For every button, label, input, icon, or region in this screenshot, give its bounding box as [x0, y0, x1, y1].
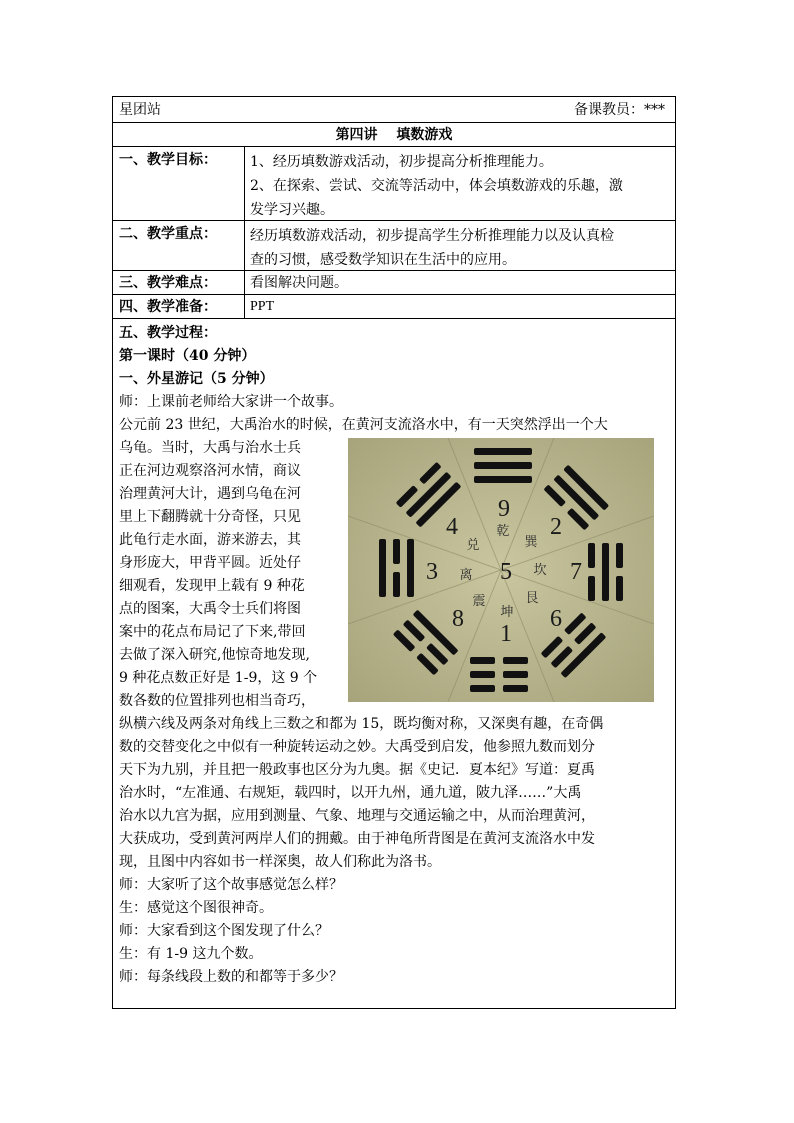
number-bottom-left: 8 [452, 606, 464, 632]
trigram-name-gen: 艮 [525, 591, 539, 606]
lesson-plan-sheet [112, 96, 676, 1009]
story-line: 治水时，“左准通、右规矩，载四时，以开九州，通九道，陂九泽……”大禹 [119, 785, 582, 801]
story-line: 里上下翻腾就十分奇怪，只见 [119, 509, 301, 525]
story-line: 9 种花点数正好是 1-9，这 9 个 [119, 670, 318, 686]
story-line: 乌龟。当时，大禹与治水士兵 [119, 440, 301, 456]
luoshu-bagua-figure [348, 438, 654, 702]
story-line: 公元前 23 世纪，大禹治水的时候，在黄河支流洛水中，有一天突然浮出一个大 [119, 417, 608, 433]
story-line: 正在河边观察洛河水情，商议 [119, 463, 301, 479]
trigram-name-kun: 坤 [500, 605, 514, 620]
number-top: 9 [498, 496, 510, 522]
story-line: 天下为九别，并且把一般政事也区分为九奥。据《史记．夏本纪》写道：夏禹 [119, 762, 595, 778]
dialogue-line: 师：大家听了这个故事感觉怎么样？ [119, 877, 343, 893]
story-line: 身形庞大，甲背平圆。近处仔 [119, 555, 301, 571]
trigram-name-xun: 巽 [524, 535, 538, 550]
story-line: 治理黄河大计，遇到乌龟在河 [119, 486, 301, 502]
story-line: 去做了深入研究,他惊奇地发现, [119, 647, 310, 663]
story-line: 细观看，发现甲上载有 9 种花 [119, 578, 305, 594]
process-label: 五、教学过程： [119, 325, 217, 341]
story-line: 现，且图中内容如书一样深奥，故人们称此为洛书。 [119, 854, 441, 870]
lesson-title: 第四讲 填数游戏 [335, 127, 453, 143]
difficulty-row [113, 271, 675, 295]
story-line: 此龟行走水面，游来游去，其 [119, 532, 301, 548]
story-line: 师：上课前老师给大家讲一个故事。 [119, 394, 343, 410]
trigram-name-kan: 坎 [533, 563, 547, 578]
focus-line-2: 查的习惯，感受数学知识在生活中的应用。 [250, 252, 516, 268]
number-bottom-right: 6 [550, 606, 562, 632]
story-line: 案中的花点布局记了下来,带回 [119, 624, 306, 640]
trigram-name-li: 离 [459, 568, 473, 583]
teacher-label: 备课教员：*** [574, 102, 665, 118]
trigram-name-qian: 乾 [496, 524, 510, 539]
number-left: 3 [426, 559, 438, 585]
dialogue-line: 生：有 1-9 这九个数。 [119, 946, 263, 962]
story-line: 数各数的位置排列也相当奇巧， [119, 693, 315, 709]
goals-line-3: 发学习兴趣。 [250, 202, 334, 218]
focus-row [113, 221, 675, 271]
story-line: 点的图案，大禹令士兵们将图 [119, 601, 301, 617]
prep-text: PPT [250, 299, 275, 314]
dialogue-line: 师：大家看到这个图发现了什么？ [119, 923, 329, 939]
story-line: 治水以九宫为据，应用到测量、气象、地理与交通运输之中，从而治理黄河， [119, 808, 595, 824]
focus-content [250, 224, 669, 272]
number-top-left: 4 [446, 514, 458, 540]
lesson-heading: 第一课时（40 分钟） [119, 348, 256, 364]
prep-label: 四、教学准备： [119, 299, 217, 315]
dialogue-line: 生：感觉这个图很神奇。 [119, 900, 273, 916]
goals-label: 一、教学目标： [119, 152, 217, 168]
goals-row [113, 147, 675, 221]
story-line: 数的交替变化之中似有一种旋转运动之妙。大禹受到启发，他参照九数而划分 [119, 739, 595, 755]
number-center: 5 [500, 559, 512, 585]
header-row [113, 97, 675, 123]
story-line: 大获成功，受到黄河两岸人们的拥戴。由于神龟所背图是在黄河支流洛水中发 [119, 831, 595, 847]
goals-line-1: 1、经历填数游戏活动，初步提高分析推理能力。 [250, 154, 553, 170]
trigram-name-zhen: 震 [472, 594, 486, 609]
number-right: 7 [570, 559, 582, 585]
section-heading: 一、外星游记（5 分钟） [119, 371, 274, 387]
difficulty-label: 三、教学难点： [119, 275, 217, 291]
number-bottom: 1 [500, 621, 512, 647]
title-row [113, 123, 675, 147]
goals-content [250, 150, 669, 222]
goals-line-2: 2、在探索、尝试、交流等活动中，体会填数游戏的乐趣，激 [250, 178, 623, 194]
story-line: 纵横六线及两条对角线上三数之和都为 15，既均衡对称，又深奥有趣，在奇偶 [119, 716, 604, 732]
dialogue-line: 师：每条线段上数的和都等于多少？ [119, 969, 343, 985]
site-name: 星团站 [119, 102, 161, 118]
number-top-right: 2 [550, 514, 562, 540]
focus-label: 二、教学重点： [119, 226, 217, 242]
focus-line-1: 经历填数游戏活动，初步提高学生分析推理能力以及认真检 [250, 228, 614, 244]
difficulty-text: 看图解决问题。 [250, 275, 348, 291]
prep-row [113, 295, 675, 319]
trigram-name-dui: 兑 [466, 538, 480, 553]
trigram-top [474, 448, 532, 483]
